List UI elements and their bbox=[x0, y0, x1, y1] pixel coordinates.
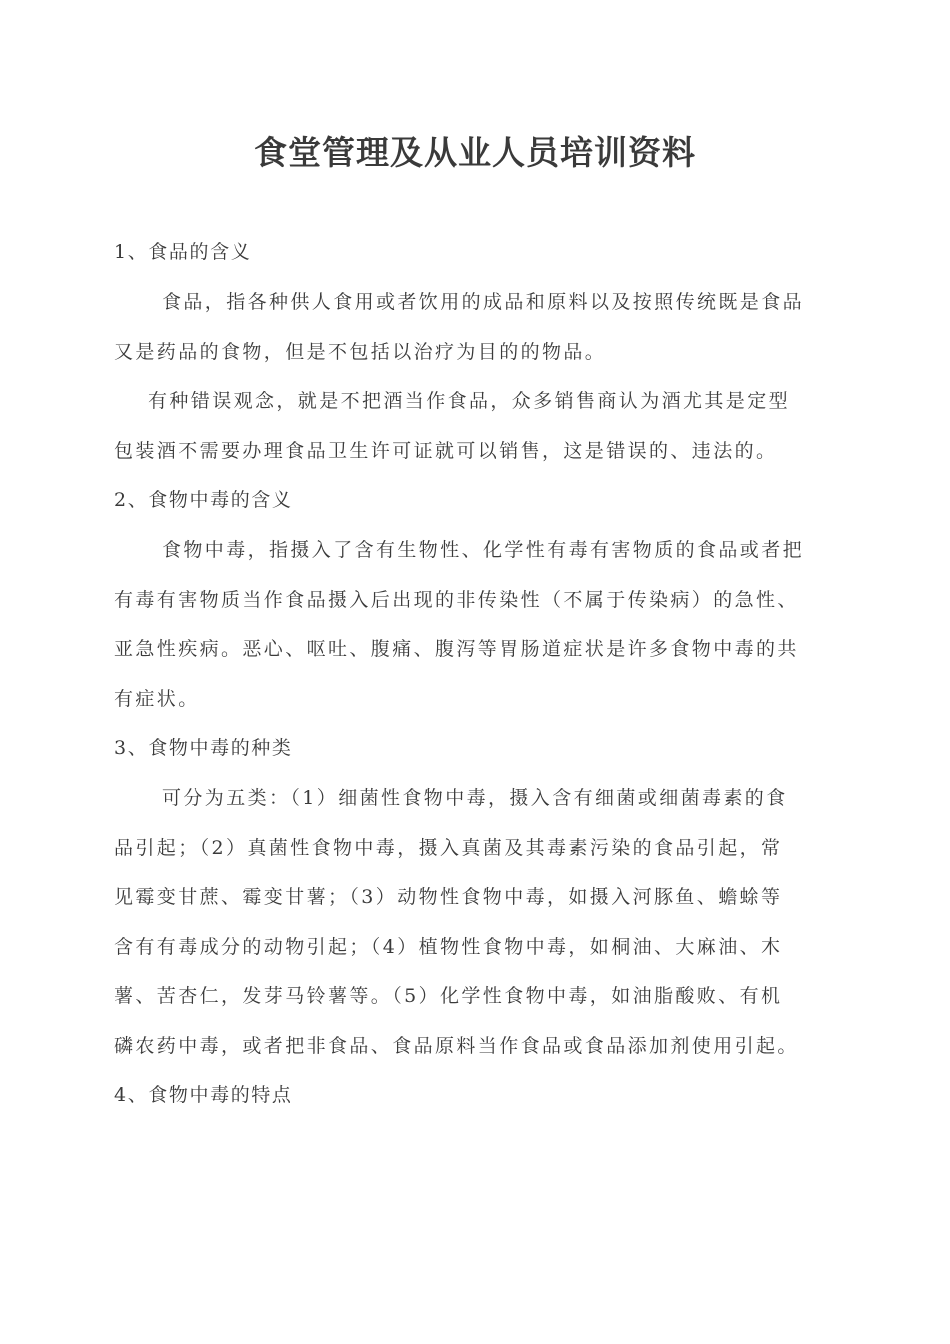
paragraph-line: 食物中毒，指摄入了含有生物性、化学性有毒有害物质的食品或者把 bbox=[162, 539, 805, 561]
paragraph-line: 包装酒不需要办理食品卫生许可证就可以销售，这是错误的、违法的。 bbox=[114, 440, 778, 462]
paragraph-line: 薯、苦杏仁，发芽马铃薯等。（5）化学性食物中毒，如油脂酸败、有机 bbox=[114, 985, 783, 1007]
paragraph-line: 食品，指各种供人食用或者饮用的成品和原料以及按照传统既是食品 bbox=[162, 291, 805, 313]
document-title: 食堂管理及从业人员培训资料 bbox=[254, 133, 696, 172]
paragraph-line: 见霉变甘蔗、霉变甘薯；（3）动物性食物中毒，如摄入河豚鱼、蟾蜍等 bbox=[114, 886, 783, 908]
section-heading-1: 1、食品的含义 bbox=[114, 241, 252, 263]
paragraph-line: 磷农药中毒，或者把非食品、食品原料当作食品或食品添加剂使用引起。 bbox=[114, 1035, 799, 1057]
paragraph-line: 有毒有害物质当作食品摄入后出现的非传染性（不属于传染病）的急性、 bbox=[114, 589, 799, 611]
paragraph-line: 含有有毒成分的动物引起；（4）植物性食物中毒，如桐油、大麻油、木 bbox=[114, 936, 783, 958]
section-heading-2: 2、食物中毒的含义 bbox=[114, 489, 293, 511]
paragraph-line: 又是药品的食物，但是不包括以治疗为目的的物品。 bbox=[114, 341, 607, 363]
paragraph-line: 有种错误观念，就是不把酒当作食品，众多销售商认为酒尤其是定型 bbox=[148, 390, 791, 412]
section-heading-4: 4、食物中毒的特点 bbox=[114, 1084, 293, 1106]
section-heading-3: 3、食物中毒的种类 bbox=[114, 737, 293, 759]
paragraph-line: 可分为五类：（1）细菌性食物中毒，摄入含有细菌或细菌毒素的食 bbox=[162, 787, 788, 809]
paragraph-line: 亚急性疾病。恶心、呕吐、腹痛、腹泻等胃肠道症状是许多食物中毒的共 bbox=[114, 638, 799, 660]
paragraph-line: 品引起；（2）真菌性食物中毒，摄入真菌及其毒素污染的食品引起，常 bbox=[114, 837, 783, 859]
paragraph-line: 有症状。 bbox=[114, 688, 200, 710]
